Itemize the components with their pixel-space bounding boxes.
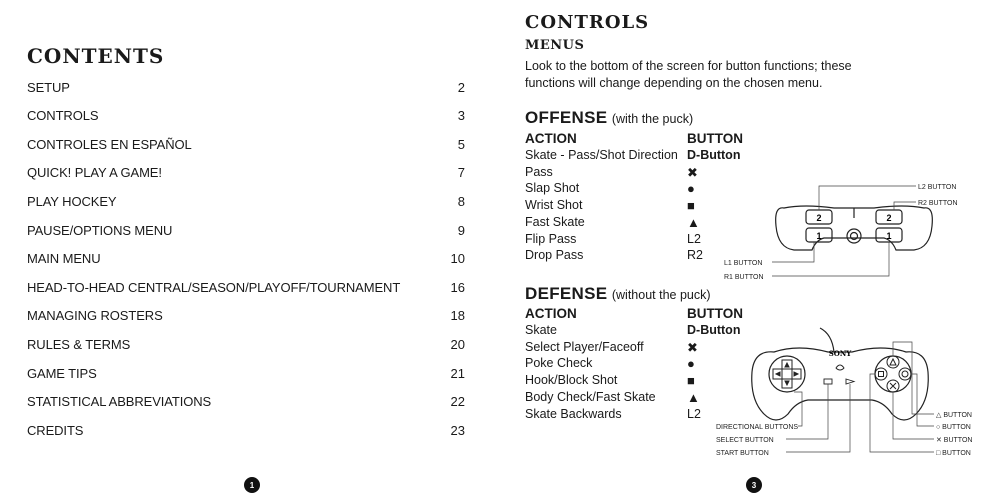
offense-action: Pass <box>525 164 553 179</box>
toc-entry-label: HEAD-TO-HEAD CENTRAL/SEASON/PLAYOFF/TOURNAMENT <box>27 279 401 295</box>
defense-button: ● <box>687 356 695 372</box>
toc-entry <box>27 190 465 212</box>
toc-entry-page: 8 <box>457 193 465 209</box>
defense-action: Skate <box>525 323 557 337</box>
controls-title: CONTROLS <box>525 12 650 33</box>
defense-action: Hook/Block Shot <box>525 373 618 388</box>
cross-button-label: ✕ BUTTON <box>936 437 973 444</box>
l1-button-label: L1 BUTTON <box>724 260 763 267</box>
controls-page <box>504 0 1008 502</box>
toc-entry <box>27 76 465 98</box>
front-diagram-leaders <box>786 342 934 452</box>
toc-entry <box>27 419 465 441</box>
top-diagram-leaders <box>772 186 916 276</box>
toc-entry <box>27 276 465 298</box>
offense-heading-block <box>525 108 693 128</box>
toc-entry-label: GAME TIPS <box>27 365 97 381</box>
controller-top-diagram <box>724 178 984 288</box>
toc-entry-page: 5 <box>457 136 465 152</box>
r2-cap-label: 2 <box>886 213 892 223</box>
offense-row <box>525 232 765 249</box>
offense-action: Wrist Shot <box>525 198 583 213</box>
l2-cap-label: 2 <box>816 213 822 223</box>
select-button-label: SELECT BUTTON <box>716 437 774 444</box>
toc-entry-page: 23 <box>450 422 465 438</box>
offense-row <box>525 198 765 215</box>
offense-button: ▲ <box>687 214 700 230</box>
defense-button: ▲ <box>687 389 700 405</box>
controller-top-body <box>776 206 933 250</box>
defense-subheading: (without the puck) <box>611 288 711 302</box>
offense-button: D-Button <box>687 148 741 162</box>
start-button-label: START BUTTON <box>716 450 769 457</box>
toc-entry <box>27 333 465 355</box>
defense-button: L2 <box>687 406 701 421</box>
square-button-label: □ BUTTON <box>936 450 971 457</box>
toc-entry <box>27 362 465 384</box>
toc-entry-label: CONTROLES EN ESPAÑOL <box>27 136 192 152</box>
r1-button-label: R1 BUTTON <box>724 274 764 281</box>
toc-entry <box>27 219 465 241</box>
directional-buttons-label: DIRECTIONAL BUTTONS <box>716 424 799 431</box>
dpad-icon <box>773 360 801 388</box>
toc-entry-page: 22 <box>450 394 465 410</box>
toc-entry-page: 2 <box>457 79 465 95</box>
defense-button-header: BUTTON <box>687 306 743 321</box>
offense-action: Drop Pass <box>525 248 584 263</box>
defense-action: Poke Check <box>525 356 593 371</box>
triangle-button-label: △ BUTTON <box>936 412 972 419</box>
defense-heading: DEFENSE <box>525 284 608 303</box>
toc-entry-page: 18 <box>450 308 465 324</box>
offense-button: ● <box>687 181 695 197</box>
offense-subheading: (with the puck) <box>611 112 694 126</box>
contents-title: CONTENTS <box>27 44 165 68</box>
menus-heading: MENUS <box>525 38 585 53</box>
toc-entry-page: 16 <box>450 279 465 295</box>
toc-entry-label: PAUSE/OPTIONS MENU <box>27 222 173 238</box>
defense-action: Skate Backwards <box>525 406 622 421</box>
toc-entry-page: 3 <box>457 108 465 124</box>
defense-action: Body Check/Fast Skate <box>525 389 656 404</box>
toc-entry <box>27 105 465 127</box>
r2-button-label: R2 BUTTON <box>918 200 958 207</box>
offense-button: ✖ <box>687 164 698 180</box>
toc-entry-label: CREDITS <box>27 422 84 438</box>
circle-button-label: ○ BUTTON <box>936 424 971 431</box>
offense-action-header: ACTION <box>525 131 577 146</box>
offense-action: Slap Shot <box>525 181 580 196</box>
offense-row <box>525 148 765 165</box>
toc-entry-label: QUICK! PLAY A GAME! <box>27 165 162 181</box>
toc-entry-label: MAIN MENU <box>27 251 101 267</box>
toc-entry-label: MANAGING ROSTERS <box>27 308 163 324</box>
controller-front-diagram <box>712 322 1002 458</box>
offense-row <box>525 165 765 182</box>
offense-row <box>525 181 765 198</box>
defense-heading-block <box>525 284 711 304</box>
page-number-badge: 3 <box>746 477 762 493</box>
toc-entry <box>27 305 465 327</box>
page-number-badge: 1 <box>244 477 260 493</box>
defense-action: Select Player/Faceoff <box>525 339 644 354</box>
toc-entry-page: 20 <box>450 336 465 352</box>
toc-entry <box>27 248 465 270</box>
defense-button: ✖ <box>687 339 698 355</box>
defense-action-header: ACTION <box>525 306 577 321</box>
toc-entry-page: 9 <box>457 222 465 238</box>
r1-cap-label: 1 <box>886 231 892 241</box>
offense-button-header: BUTTON <box>687 131 743 146</box>
select-start-icons <box>824 365 854 384</box>
toc-entry-label: RULES & TERMS <box>27 336 131 352</box>
l2-button-label: L2 BUTTON <box>918 184 957 191</box>
offense-action: Fast Skate <box>525 214 585 229</box>
toc-entry-page: 7 <box>457 165 465 181</box>
defense-button: ■ <box>687 373 695 389</box>
defense-button: D-Button <box>687 323 741 337</box>
offense-action: Flip Pass <box>525 231 577 246</box>
l1-cap-label: 1 <box>816 231 822 241</box>
menus-text: Look to the bottom of the screen for button functions; these functions will change depending on the chosen menu. <box>525 59 852 90</box>
toc-entry-label: STATISTICAL ABBREVIATIONS <box>27 394 212 410</box>
offense-button: ■ <box>687 198 695 214</box>
offense-button: L2 <box>687 231 701 246</box>
offense-heading: OFFENSE <box>525 108 608 127</box>
toc-entry <box>27 162 465 184</box>
toc-entry <box>27 391 465 413</box>
sony-logo: SONY <box>828 349 852 358</box>
toc-entry-page: 10 <box>450 251 465 267</box>
offense-row <box>525 215 765 232</box>
toc-entry-label: CONTROLS <box>27 108 99 124</box>
offense-action: Skate - Pass/Shot Direction <box>525 148 678 162</box>
toc-entry-page: 21 <box>450 365 465 381</box>
toc-entry-label: SETUP <box>27 79 70 95</box>
toc-entry <box>27 133 465 155</box>
toc-entry-label: PLAY HOCKEY <box>27 193 117 209</box>
offense-button: R2 <box>687 248 703 263</box>
